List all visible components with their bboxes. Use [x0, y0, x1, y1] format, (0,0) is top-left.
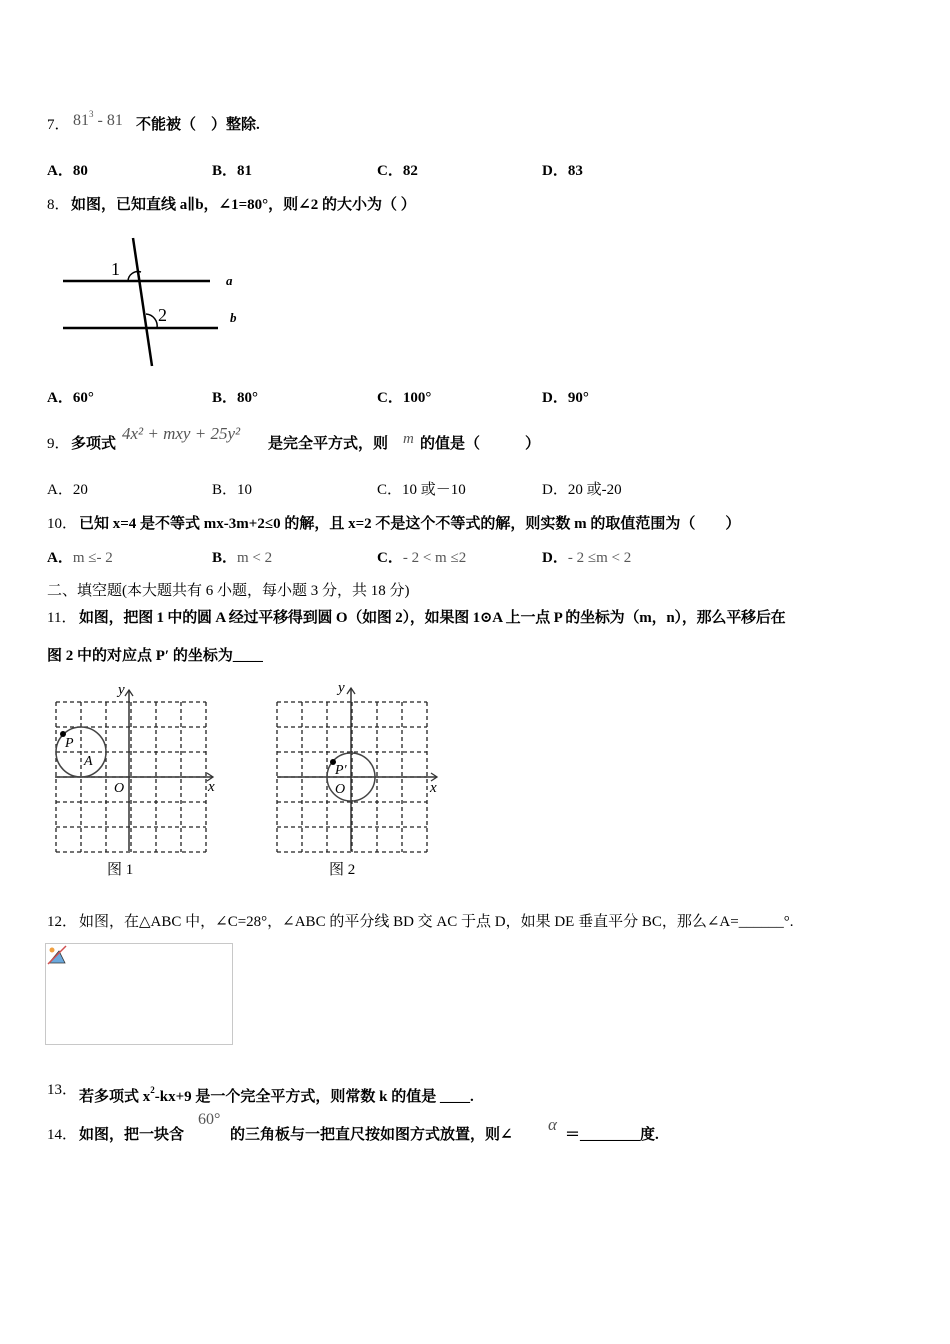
- option-expr: - 2 ≤m < 2: [567, 550, 632, 566]
- line-b-label: b: [230, 310, 237, 325]
- q14-text-post: ＝________度.: [565, 1127, 659, 1143]
- q11-figure-2: [277, 680, 437, 878]
- label-o: O: [335, 782, 346, 797]
- label-y: y: [118, 682, 125, 698]
- q7-number: 7．: [47, 117, 70, 133]
- angle2-arc: [146, 314, 157, 328]
- transversal-line: [133, 238, 152, 366]
- q10-option-a[interactable]: [47, 549, 113, 567]
- q11-line2: 图 2 中的对应点 P′ 的坐标为____: [47, 648, 263, 664]
- angle1-label: 1: [111, 259, 120, 279]
- q11-line1: 如图，把图 1 中的圆 A 经过平移得到圆 O（如图 2），如果图 1⊙A 上一点 P 的坐标为（m，n），那么平移后在: [79, 610, 786, 626]
- q13-exp: 2: [150, 1085, 155, 1095]
- broken-image-placeholder: [45, 943, 233, 1045]
- q7-expr-rest: - 81: [93, 112, 123, 129]
- option-label: B．: [212, 550, 238, 566]
- q7-option-b[interactable]: B．81: [212, 163, 253, 179]
- q12-number: 12．: [47, 914, 78, 930]
- q13-number: 13．: [47, 1082, 78, 1098]
- q9-text-mid: 是完全平方式，则: [268, 436, 389, 452]
- q10-option-b[interactable]: [212, 549, 272, 567]
- q10-option-c[interactable]: [377, 549, 466, 567]
- q7-option-c[interactable]: C．82: [377, 163, 418, 179]
- label-a: A: [84, 754, 93, 769]
- q7-option-d[interactable]: D．83: [542, 163, 583, 179]
- q9-var: m: [403, 431, 414, 447]
- broken-image-icon: [47, 945, 67, 965]
- q7-expr-base: 81: [73, 112, 89, 129]
- q9-option-b[interactable]: B．10: [212, 482, 253, 498]
- q14-number: 14．: [47, 1127, 78, 1143]
- q9-option-c[interactable]: C．10 或－10: [377, 482, 466, 498]
- q7-text: 不能被（ ）整除.: [136, 117, 260, 133]
- q11-number: 11．: [47, 610, 77, 626]
- q7-expr-exp: 3: [89, 109, 94, 119]
- q8-figure: [63, 238, 218, 366]
- q8-option-c[interactable]: C．100°: [377, 390, 432, 406]
- option-label: C．: [377, 550, 403, 566]
- caption-fig2: 图 2: [329, 862, 356, 878]
- option-label: D．: [542, 550, 568, 566]
- q13-text-post: -kx+9 是一个完全平方式，则常数 k 的值是 ____.: [154, 1089, 474, 1105]
- q10-option-d[interactable]: [542, 549, 631, 567]
- q8-option-a[interactable]: A．60°: [47, 390, 94, 406]
- label-p: P: [65, 736, 74, 751]
- option-expr: m < 2: [237, 550, 273, 566]
- line-a-label: a: [226, 273, 233, 288]
- q10-text: 已知 x=4 是不等式 mx-3m+2≤0 的解，且 x=2 不是这个不等式的解，则实数 m 的取值范围为（ ）: [79, 516, 741, 532]
- q7-option-a[interactable]: A．80: [47, 163, 88, 179]
- q8-number: 8．: [47, 197, 70, 213]
- q13-text: [79, 1081, 474, 1106]
- label-o: O: [114, 781, 125, 796]
- label-x: x: [208, 779, 215, 795]
- label-p-prime: P′: [335, 763, 347, 778]
- q9-text-post: 的值是（ ）: [420, 436, 541, 452]
- q9-option-a[interactable]: A．20: [47, 482, 88, 498]
- q8-option-d[interactable]: D．90°: [542, 390, 589, 406]
- option-expr: - 2 < m ≤2: [402, 550, 467, 566]
- q8-option-b[interactable]: B．80°: [212, 390, 259, 406]
- q13-text-pre: 若多项式 x: [79, 1089, 151, 1105]
- q10-number: 10．: [47, 516, 78, 532]
- q14-alpha: α: [548, 1115, 557, 1134]
- caption-fig1: 图 1: [107, 862, 134, 878]
- q11-figure-1: [55, 682, 215, 878]
- q9-number: 9．: [47, 436, 70, 452]
- q9-expression: 4x² + mxy + 25y²: [122, 424, 241, 443]
- q14-text-pre: 如图，把一块含: [79, 1127, 185, 1143]
- q14-angle: 60°: [198, 1111, 221, 1128]
- angle2-label: 2: [158, 305, 167, 325]
- label-y: y: [338, 680, 345, 696]
- label-x: x: [430, 780, 437, 796]
- option-label: A．: [47, 550, 73, 566]
- q9-option-d[interactable]: D．20 或-20: [542, 482, 622, 498]
- q9-text-pre: 多项式: [71, 436, 117, 452]
- q12-text: 如图，在△ABC 中，∠C=28°，∠ABC 的平分线 BD 交 AC 于点 D，如果 DE 垂直平分 BC，那么∠A=______°.: [79, 914, 794, 930]
- q14-text-mid: 的三角板与一把直尺按如图方式放置，则∠: [230, 1127, 513, 1143]
- q8-text: 如图，已知直线 a∥b，∠1=80°，则∠2 的大小为（ ）: [71, 197, 416, 213]
- option-expr: m ≤- 2: [72, 550, 113, 566]
- section-2-heading: 二、填空题(本大题共有 6 小题，每小题 3 分，共 18 分): [47, 583, 410, 599]
